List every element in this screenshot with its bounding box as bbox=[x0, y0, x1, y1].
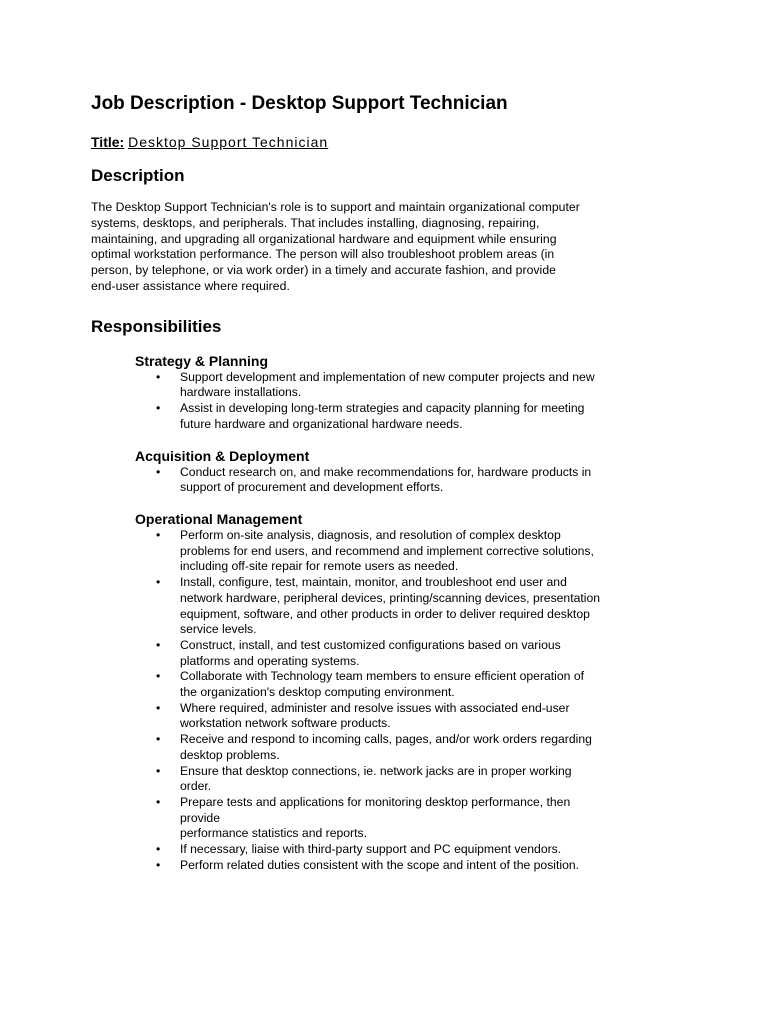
bullet-icon: • bbox=[156, 794, 161, 809]
section-strategy-planning bbox=[135, 352, 691, 433]
list-item-text: Ensure that desktop connections, ie. network jacks are in proper working order. bbox=[180, 763, 572, 794]
bullet-icon: • bbox=[156, 842, 161, 857]
list-item-text: Assist in developing long-term strategies and capacity planning for meeting future hardware and organizational hardware needs. bbox=[180, 401, 585, 431]
list-item bbox=[135, 795, 691, 842]
bullet-icon: • bbox=[156, 401, 161, 416]
list-item-text: Collaborate with Technology team members to ensure efficient operation of the organization's desktop computing environment. bbox=[180, 669, 584, 700]
job-title-line bbox=[91, 133, 691, 151]
list-item bbox=[135, 669, 691, 700]
bullet-list bbox=[135, 370, 691, 433]
list-item bbox=[135, 842, 691, 858]
list-item-text: Prepare tests and applications for monitoring desktop performance, then provide performance statistics and reports. bbox=[180, 794, 571, 841]
list-item bbox=[135, 528, 691, 575]
list-item-text: Where required, administer and resolve issues with associated end-user workstation network software products. bbox=[180, 700, 570, 731]
document-page bbox=[91, 92, 691, 873]
list-item-text: Construct, install, and test customized configurations based on various platforms and operating systems. bbox=[180, 637, 561, 668]
list-item-text: Install, configure, test, maintain, monitor, and troubleshoot end user and network hardware, peripheral devices, printing/scanning devices, presentation equipment, software, and other products in order to deliver required desktop service levels. bbox=[180, 575, 601, 637]
job-title-label: Title: bbox=[91, 134, 125, 150]
description-paragraph: The Desktop Support Technician's role is to support and maintain organizational computer systems, desktops, and peripherals. That includes installing, diagnosing, repairing, maintaining, and upgrading all organizational hardware and equipment while ensuring optimal workstation performance. The person will also troubleshoot problem areas (in person, by telephone, or via work order) in a timely and accurate fashion, and provide end-user assistance where required. bbox=[91, 200, 580, 293]
list-item bbox=[135, 858, 691, 874]
bullet-list bbox=[135, 465, 691, 496]
responsibilities-heading: Responsibilities bbox=[91, 316, 222, 336]
description-heading: Description bbox=[91, 166, 185, 185]
list-item-text: Perform related duties consistent with the scope and intent of the position. bbox=[180, 857, 580, 872]
bullet-list bbox=[135, 528, 691, 873]
job-title-value: Desktop Support Technician bbox=[128, 134, 329, 150]
list-item-text: Conduct research on, and make recommendations for, hardware products in support of procurement and development efforts. bbox=[180, 464, 592, 495]
section-heading: Strategy & Planning bbox=[135, 352, 269, 369]
list-item bbox=[135, 732, 691, 763]
bullet-icon: • bbox=[156, 763, 161, 778]
list-item-text: If necessary, liaise with third-party support and PC equipment vendors. bbox=[180, 842, 562, 857]
list-item bbox=[135, 401, 691, 432]
list-item bbox=[135, 701, 691, 732]
bullet-icon: • bbox=[156, 669, 161, 684]
list-item-text: Support development and implementation of new computer projects and new hardware installations. bbox=[180, 369, 595, 400]
bullet-icon: • bbox=[156, 637, 161, 652]
section-acquisition-deployment bbox=[135, 447, 691, 496]
bullet-icon: • bbox=[156, 464, 161, 479]
section-operational-management bbox=[135, 510, 691, 873]
list-item bbox=[135, 370, 691, 401]
list-item-text: Perform on-site analysis, diagnosis, and resolution of complex desktop problems for end users, and recommend and implement corrective solutions, including off-site repair for remote users as needed. bbox=[180, 528, 594, 574]
list-item bbox=[135, 764, 691, 795]
list-item bbox=[135, 465, 691, 496]
list-item-text: Receive and respond to incoming calls, pages, and/or work orders regarding desktop problems. bbox=[180, 732, 592, 762]
document-title: Job Description - Desktop Support Technician bbox=[91, 93, 508, 114]
bullet-icon: • bbox=[156, 700, 161, 715]
bullet-icon: • bbox=[156, 732, 161, 747]
bullet-icon: • bbox=[156, 528, 161, 542]
section-heading: Acquisition & Deployment bbox=[135, 447, 310, 464]
list-item bbox=[135, 638, 691, 669]
bullet-icon: • bbox=[156, 369, 161, 384]
bullet-icon: • bbox=[156, 575, 161, 590]
list-item bbox=[135, 575, 691, 638]
bullet-icon: • bbox=[156, 857, 161, 872]
section-heading: Operational Management bbox=[135, 511, 303, 527]
